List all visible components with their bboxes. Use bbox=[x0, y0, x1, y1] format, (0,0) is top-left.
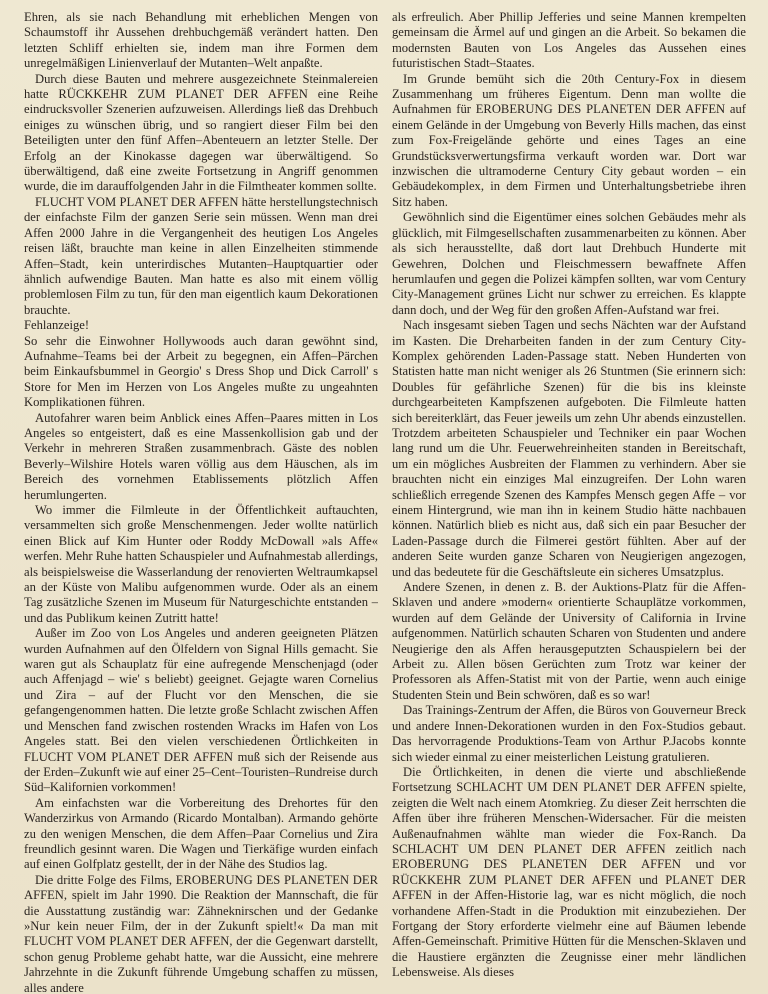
paragraph: Fehlanzeige! bbox=[24, 318, 90, 333]
paragraph: als erfreulich. Aber Phillip Jefferies und seine Mannen krempelten gemeinsam die Ärmel auf und gingen an die Arbeit. So bekamen die modernsten Bauten von Los Angeles das Aussehen eines futuristischen Stadt–Staates. bbox=[392, 10, 746, 71]
paragraph: So sehr die Einwohner Hollywoods auch daran gewöhnt sind, Aufnahme–Teams bei der Arbeit zu begegnen, ein Affen–Pärchen beim Einkaufsbummel in Georgio' s Dress Shop und Dick Carroll' s Store for Men im Herzen von Los Angeles mußte zu ungeahnten Komplikationen führen. bbox=[24, 333, 378, 410]
paragraph: Durch diese Bauten und mehrere ausgezeichnete Steinmalereien hatte RÜCKKEHR ZUM PLANET DER AFFEN eine Reihe eindrucksvoller Szenerien aufzuweisen. Allerdings ließ das Drehbuch einiges zu wünschen übrig, und so rangiert dieser Film bei den Beteiligten unter den fünf Affen–Abenteuern an letzter Stelle. Der Erfolg an der Kinokasse dagegen war überwältigend. So überwältigend, daß eine zweite Fortsetzung in Angriff genommen wurde, die im darauffolgenden Jahr in die Filmtheater kommen sollte. bbox=[24, 71, 378, 194]
text-columns bbox=[24, 10, 746, 994]
right-column bbox=[392, 10, 746, 994]
left-column bbox=[24, 10, 378, 994]
paragraph: Die dritte Folge des Films, EROBERUNG DES PLANETEN DER AFFEN, spielt im Jahr 1990. Die Reaktion der Mannschaft, die für die Ausstattung zuständig war: Zähneknirschen und der Gedanke »Nur kein neuer Film, der in der Zukunft spielt!« Da man mit FLUCHT VOM PLANET DER AFFEN, der die Gegenwart darstellt, schon genug Probleme gehabt hatte, war die Aussicht, eine mehrere Jahrzehnte in die Zukunft führende Umgebung schaffen zu müssen, alles andere bbox=[24, 872, 378, 994]
paragraph: Nach insgesamt sieben Tagen und sechs Nächten war der Aufstand im Kasten. Die Dreharbeiten fanden in der zum Century City-Komplex gehörenden Laden-Passage statt. Neben Hunderten von Statisten hatte man nicht weniger als 26 Stuntmen (Sie erinnern sich: Doubles für gefährliche Szenen) für die bis ins kleinste durchgearbeiteten Kampfszenen aufgeboten. Die Filmleute hatten sich bereiterklärt, das Feuer jeweils um zehn Uhr abends einzustellen. Trotzdem arbeiteten Schauspieler und Techniker ein paar Wochen lang rund um die Uhr. Feuerwehreinheiten standen in Bereitschaft, um ein mögliches Ausbreiten der Flammen zu verhindern. Aber sie brauchten nicht ein einziges Mal einzugreifen. Der Lohn waren schließlich erregende Szenen des Kampfes Mensch gegen Affe – vor einem Hintergrund, wie man ihn in keinem Studio hätte nachbauen können. Natürlich blieb es nicht aus, daß sich ein paar Besucher der Laden-Passage durch die Filmerei gestört fühlten. Aber auf der anderen Seite wurden ganze Scharen von Neugierigen angezogen, und das bedeutete für die Geschäftsleute ein sicheres Umsatzplus. bbox=[392, 318, 746, 579]
paragraph: Das Trainings-Zentrum der Affen, die Büros von Gouverneur Breck und andere Innen-Dekorationen wurden in den Fox-Studios gebaut. Das hervorragende Produktions-Team von Arthur P.Jacobs konnte sich wieder einmal zu einer meisterlichen Leistung gratulieren. bbox=[392, 703, 746, 764]
paragraph: Ehren, als sie nach Behandlung mit erheblichen Mengen von Schaumstoff ihr Aussehen drehbuchgemäß verändert hatten. Den letzten Schliff erhielten sie, indem man ihre Formen dem unregelmäßigen Linienverlauf der Mutanten–Welt anpaßte. bbox=[24, 10, 378, 71]
paragraph: Autofahrer waren beim Anblick eines Affen–Paares mitten in Los Angeles so entgeistert, daß es eine Massenkollision gab und der Verkehr in mehreren Straßen zusammenbrach. Gäste des noblen Beverly–Wilshire Hotels waren völlig aus dem Häuschen, als im Bereich des vornehmen Etablissements plötzlich Affen herumlungerten. bbox=[24, 410, 378, 502]
paragraph: FLUCHT VOM PLANET DER AFFEN hätte herstellungstechnisch der einfachste Film der ganzen Serie sein müssen. Wenn man drei Affen 2000 Jahre in die Vergangenheit des heutigen Los Angeles reisen läßt, brauchte man keine in allen Einzelheiten stimmende Affen–Stadt, kein unterirdisches Mutanten–Hauptquartier oder ähnlich aufwendige Bauten. Man hatte es also mit einem völlig problemlosen Film zu tun, für den man eigentlich kaum Dekorationen brauchte. bbox=[24, 194, 378, 317]
paragraph: Andere Szenen, in denen z. B. der Auktions-Platz für die Affen-Sklaven und andere »modern« orientierte Schauplätze vorkommen, wurden auf dem Gelände der University of California in Irvine aufgenommen. Natürlich schauten Scharen von Studenten und andere Neugierige den als Affen herausgeputzten Schauspielern bei der Arbeit zu. Allen bösen Gerüchten zum Trotz war keiner der Professoren als Affen-Statist mit von der Partie, wenn auch einige Studenten Stein und Bein schwören, daß es so war! bbox=[392, 580, 746, 702]
paragraph: Im Grunde bemüht sich die 20th Century-Fox in diesem Zusammenhang um früheres Eigentum. Denn man wollte die Aufnahmen für EROBERUNG DES PLANETEN DER AFFEN auf einem Gelände in der Umgebung von Beverly Hills machen, das einst zum Fox-Freigelände gehörte und eines Tages an eine Grundstücksverwertungsfirma verkauft worden war. Dort war inzwischen die ultramoderne Century City gebaut worden – ein Gebäudekomplex, in dem Firmen und Unterhaltungsbetriebe ihren Sitz haben. bbox=[392, 71, 746, 209]
paragraph: Die Örtlichkeiten, in denen die vierte und abschließende Fortsetzung SCHLACHT UM DEN PLANET DER AFFEN spielte, zeigten die Welt nach einem Atomkrieg. Zu dieser Zeit herrschten die Affen über ihre früheren Menschen-Widersacher. Für die meisten Außenaufnahmen wählte man wieder die Fox-Ranch. Da SCHLACHT UM DEN PLANET DER AFFEN zeitlich nach EROBERUNG DES PLANETEN DER AFFEN und vor RÜCKKEHR ZUM PLANET DER AFFEN und PLANET DER AFFEN in der Affen-Historie lag, war es nicht möglich, die noch vorhandene Affen-Stadt in die Produktion mit einzubeziehen. Der Fortgang der Story erforderte vielmehr eine auf Bäumen lebende Affen-Gemeinschaft. Primitive Hütten für die Menschen-Sklaven und die Haustiere ergänzten die Zeugnisse einer mehr ländlichen Lebensweise. Als dieses bbox=[392, 764, 746, 980]
paragraph: Wo immer die Filmleute in der Öffentlichkeit auftauchten, versammelten sich große Menschenmengen. Jeder wollte natürlich einen Blick auf Kim Hunter oder Roddy McDowall »als Affe« werfen. Mehr Ruhe hatten Schauspieler und Aufnahmestab allerdings, als beispielsweise die Wasserlandung der renovierten Weltraumkapsel an der Küste von Malibu aufgenommen wurde. Oder als an einem Tag zusätzliche Szenen im Museum für Naturgeschichte entstanden – und das Publikum keinen Zutritt hatte! bbox=[24, 503, 378, 625]
paragraph: Am einfachsten war die Vorbereitung des Drehortes für den Wanderzirkus von Armando (Ricardo Montalban). Armando gehörte zu den wenigen Menschen, die dem Affen–Paar Cornelius und Zira freundlich gesinnt waren. Die Wagen und Tierkäfige wurden einfach auf einen Golfplatz gestellt, der in der Nähe des Studios lag. bbox=[24, 795, 378, 872]
paragraph: Gewöhnlich sind die Eigentümer eines solchen Gebäudes mehr als glücklich, mit Filmgesellschaften zusammenarbeiten zu können. Aber als sich herausstellte, daß dort laut Drehbuch Hunderte mit Gewehren, Dolchen und Fleischmessern bewaffnete Affen herumlaufen und gegen die Polizei kämpfen sollten, war vom Century City-Management grünes Licht nur schwer zu erreichen. Es klappte dann doch, und der Weg für den großen Affen-Aufstand war frei. bbox=[392, 210, 746, 317]
paragraph: Außer im Zoo von Los Angeles und anderen geeigneten Plätzen wurden Aufnahmen auf den Ölfeldern von Signal Hills gemacht. Sie waren gut als Schauplatz für eine aufregende Menschenjagd (oder auch Affenjagd – wie' s beliebt) geeignet. Gejagte waren Cornelius und Zira – auf der Flucht vor den Menschen, die sie gefangengenommen hatten. Die letzte große Schlacht zwischen Affen und Menschen fand zwischen rostenden Wracks im Hafen von Los Angeles statt. Bei den vielen verschiedenen Örtlichkeiten in FLUCHT VOM PLANET DER AFFEN muß sich der Reisende aus der Erden–Zukunft wie auf einer 25–Cent–Touristen–Rundreise durch Süd–Kalifornien vorkommen! bbox=[24, 626, 378, 795]
